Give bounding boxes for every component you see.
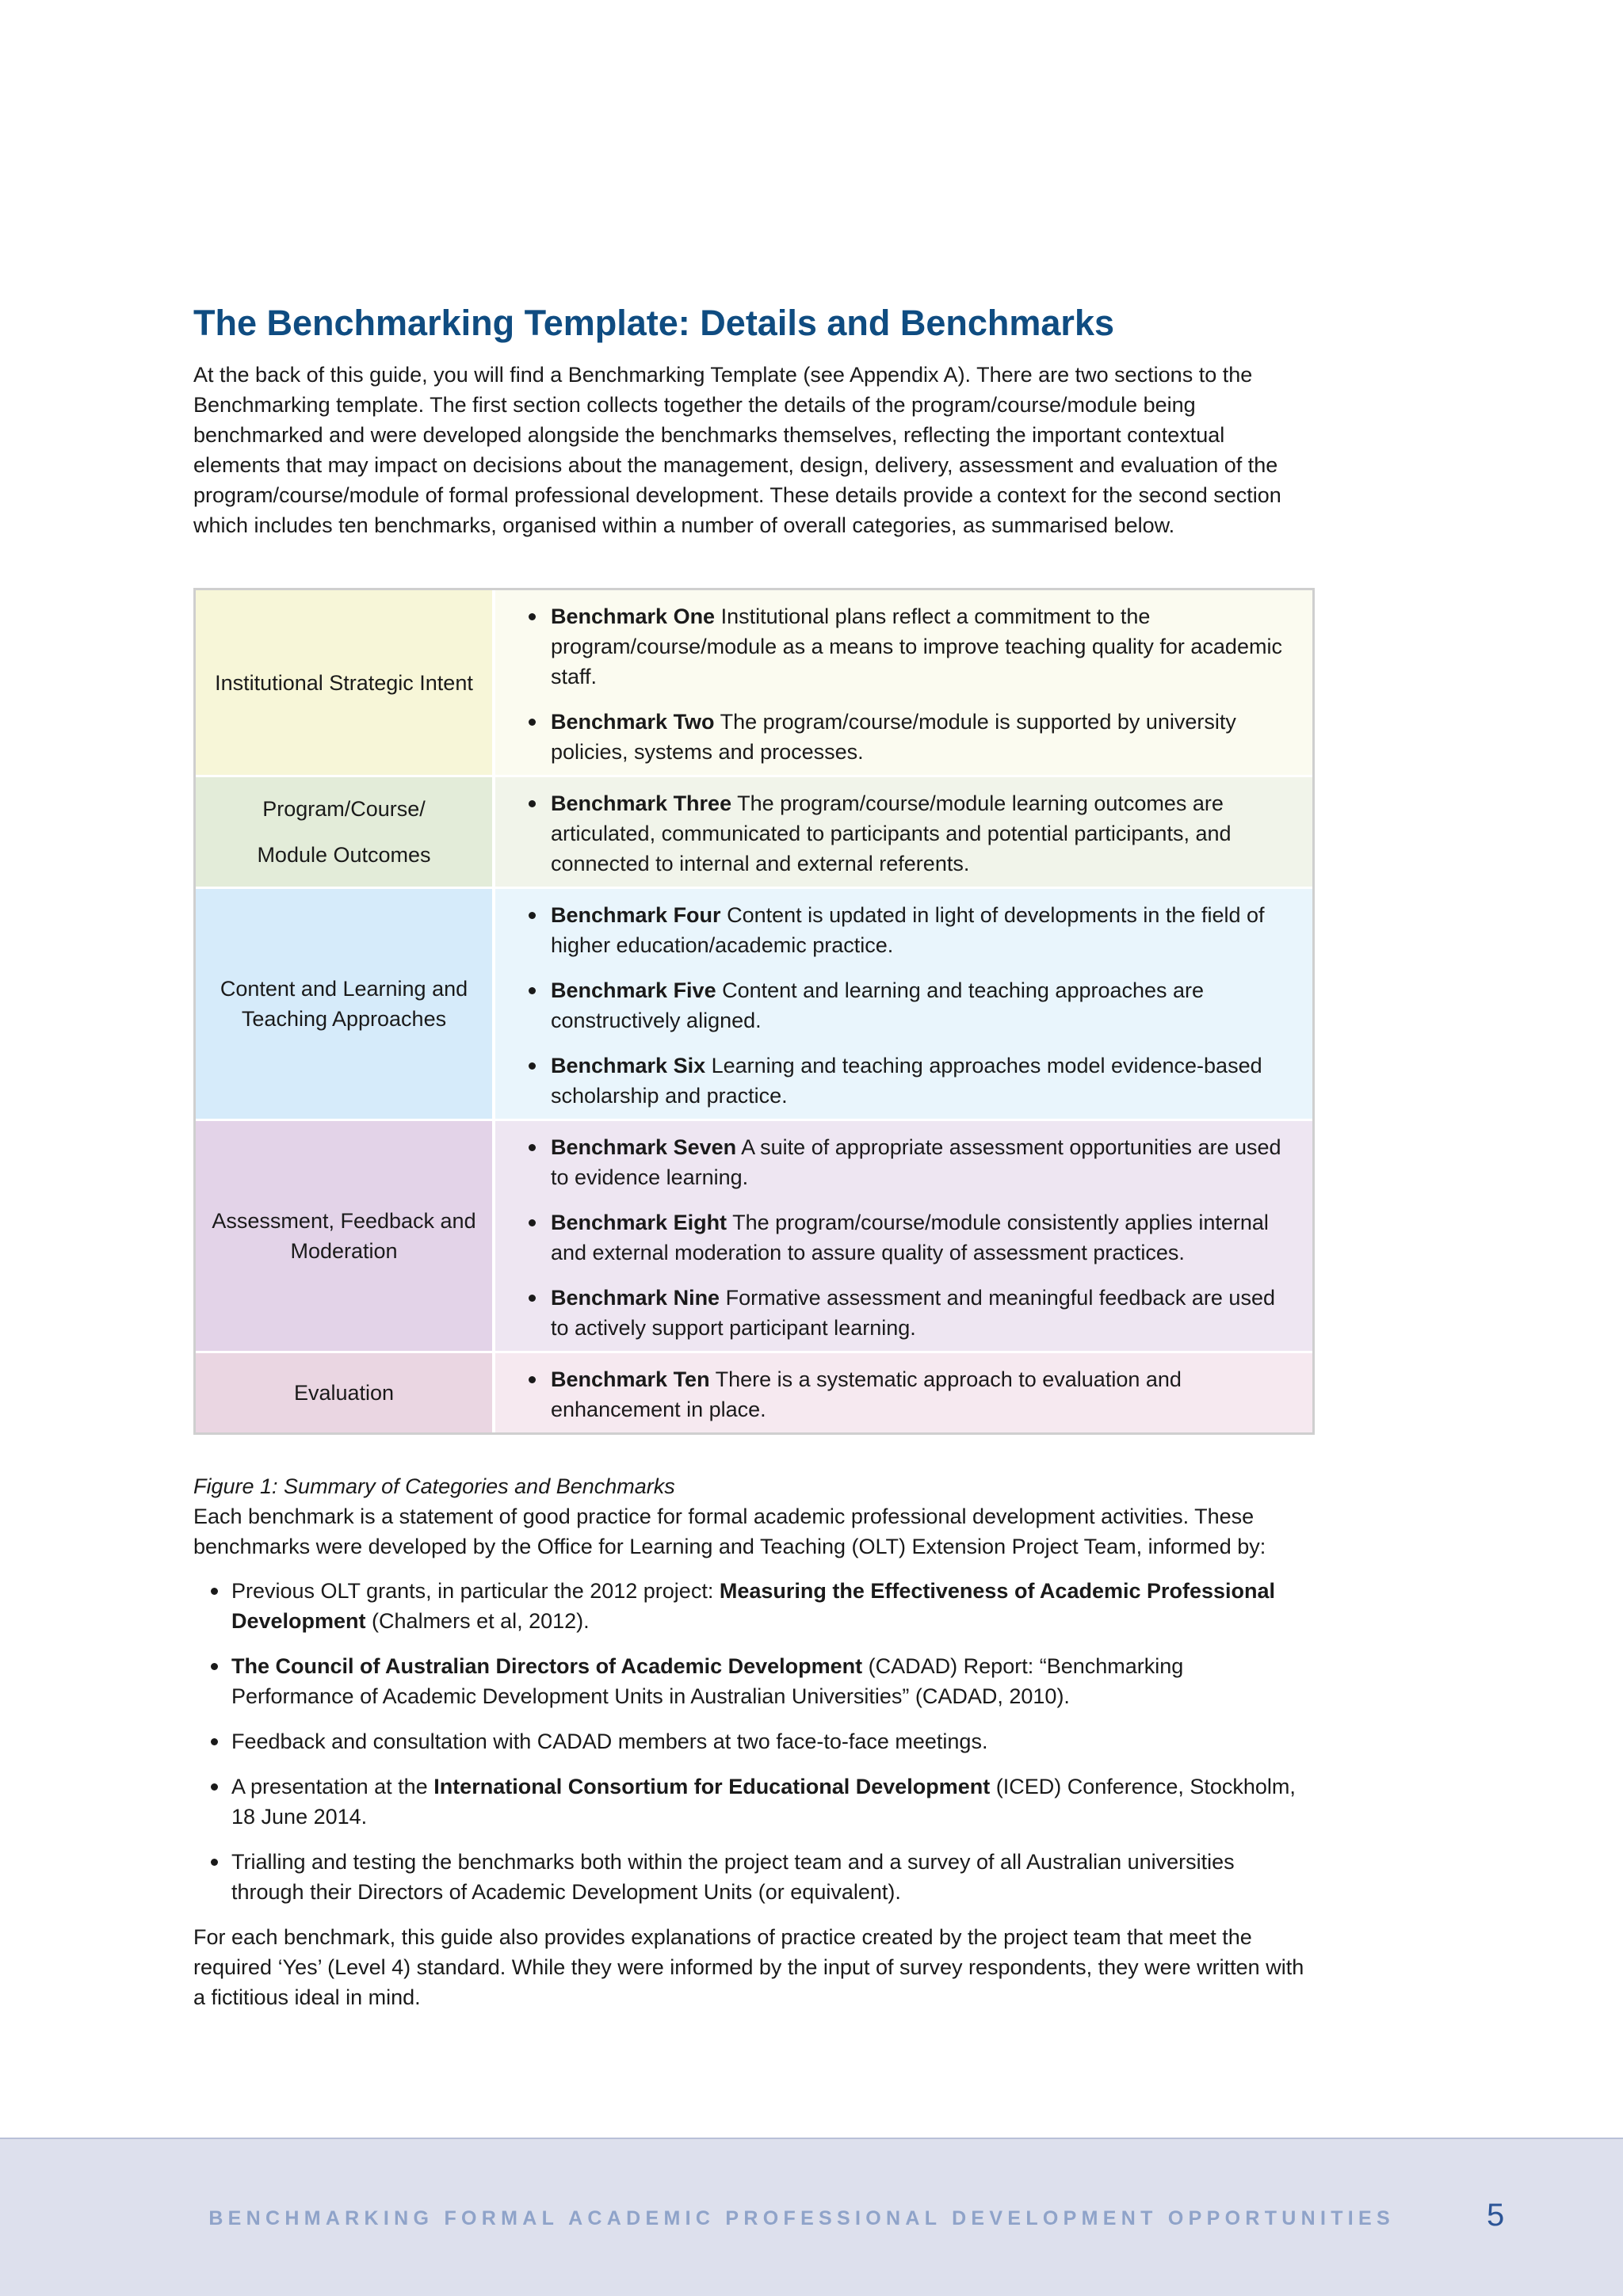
benchmark-text: The program/course/module consistently applies internal and external moderation to assure quality of assessment practices. bbox=[551, 1211, 1269, 1265]
list-item bbox=[193, 1847, 1311, 1907]
benchmark-item bbox=[529, 1364, 1296, 1425]
benchmark-text: A suite of appropriate assessment opportunities are used to evidence learning. bbox=[551, 1135, 1281, 1190]
list-item-text: (Chalmers et al, 2012). bbox=[365, 1609, 590, 1634]
benchmark-name: Benchmark One bbox=[551, 605, 716, 629]
benchmark-name: Benchmark Eight bbox=[551, 1211, 727, 1235]
page-content bbox=[193, 301, 1311, 2012]
benchmark-item bbox=[529, 900, 1296, 960]
table-row bbox=[196, 777, 1312, 889]
list-item-text: Feedback and consultation with CADAD members at two face-to-face meetings. bbox=[231, 1730, 988, 1754]
category-cell bbox=[196, 889, 495, 1119]
list-item bbox=[193, 1726, 1311, 1756]
body-paragraph: Each benchmark is a statement of good practice for formal academic professional development activities. These benchmarks were developed by the Office for Learning and Teaching (OLT) Extension Project Team, informed by: bbox=[193, 1505, 1266, 1559]
page-footer bbox=[0, 2138, 1623, 2296]
benchmark-text: Learning and teaching approaches model evidence-based scholarship and practice. bbox=[551, 1054, 1262, 1108]
category-cell bbox=[196, 590, 495, 775]
category-cell bbox=[196, 1121, 495, 1351]
category-label: Content and Learning and Teaching Approaches bbox=[220, 977, 468, 1032]
benchmark-name: Benchmark Seven bbox=[551, 1135, 737, 1160]
benchmark-item bbox=[529, 707, 1296, 767]
benchmark-name: Benchmark Ten bbox=[551, 1367, 710, 1392]
benchmark-item bbox=[529, 1207, 1296, 1268]
benchmark-text: There is a systematic approach to evaluation and enhancement in place. bbox=[551, 1367, 1182, 1422]
page-number: 5 bbox=[1487, 2198, 1505, 2233]
benchmark-name: Benchmark Nine bbox=[551, 1286, 720, 1310]
list-item-text: A presentation at the bbox=[231, 1775, 434, 1799]
figure-caption: Figure 1: Summary of Categories and Benchmarks bbox=[193, 1474, 675, 1499]
benchmark-name: Benchmark Five bbox=[551, 978, 716, 1003]
category-label: Program/Course/ bbox=[262, 797, 426, 822]
benchmark-name: Benchmark Four bbox=[551, 903, 721, 928]
benchmark-text: Content and learning and teaching approaches are constructively aligned. bbox=[551, 978, 1205, 1033]
table-row bbox=[196, 590, 1312, 777]
category-label: Assessment, Feedback and Moderation bbox=[212, 1209, 476, 1264]
benchmark-text: The program/course/module learning outcomes are articulated, communicated to participants and potential participants, and connected to internal and external referents. bbox=[551, 791, 1232, 876]
table-row bbox=[196, 889, 1312, 1121]
closing-paragraph: For each benchmark, this guide also provides explanations of practice created by the project team that meet the required ‘Yes’ (Level 4) standard. While they were informed by the input of survey respondents, they were written with a fictitious ideal in mind. bbox=[193, 1925, 1304, 2010]
benchmark-text: Content is updated in light of developments in the field of higher education/academic practice. bbox=[551, 903, 1265, 958]
category-label: Institutional Strategic Intent bbox=[215, 670, 473, 695]
list-item-text: Trialling and testing the benchmarks both within the project team and a survey of all Australian universities through their Directors of Academic Development Units (or equivalent). bbox=[231, 1850, 1235, 1905]
footer-title: BENCHMARKING FORMAL ACADEMIC PROFESSIONAL DEVELOPMENT OPPORTUNITIES bbox=[208, 2207, 1395, 2229]
sources-list bbox=[193, 1576, 1311, 1907]
list-item-emphasis: International Consortium for Educational Development bbox=[433, 1775, 991, 1799]
category-label: Evaluation bbox=[293, 1381, 395, 1405]
benchmarks-cell bbox=[495, 777, 1312, 887]
benchmark-summary-table bbox=[193, 588, 1315, 1435]
list-item-emphasis: Measuring the Effectiveness of Academic Professional Development bbox=[231, 1579, 1276, 1634]
benchmark-item bbox=[529, 975, 1296, 1035]
table-row bbox=[196, 1121, 1312, 1353]
benchmark-item bbox=[529, 1132, 1296, 1192]
benchmark-name: Benchmark Two bbox=[551, 710, 715, 734]
list-item bbox=[193, 1651, 1311, 1711]
category-cell bbox=[196, 777, 495, 887]
benchmark-item bbox=[529, 1051, 1296, 1111]
list-item-text: (CADAD) Report: “Benchmarking Performance of Academic Development Units in Australian Universities” (CADAD, 2010). bbox=[231, 1654, 1184, 1709]
benchmarks-cell bbox=[495, 1121, 1312, 1351]
benchmark-text: Institutional plans reflect a commitment to the program/course/module as a means to improve teaching quality for academic staff. bbox=[551, 605, 1282, 689]
benchmark-item bbox=[529, 1283, 1296, 1343]
list-item-text: (ICED) Conference, Stockholm, 18 June 2014. bbox=[231, 1775, 1296, 1829]
intro-paragraph: At the back of this guide, you will find a Benchmarking Template (see Appendix A). There are two sections to the Benchmarking template. The first section collects together the details of the program/course/module being benchmarked and were developed alongside the benchmarks themselves, reflecting the important contextual elements that may impact on decisions about the management, design, delivery, assessment and evaluation of the program/course/module of formal professional development. These details provide a context for the second section which includes ten benchmarks, organised within a number of overall categories, as summarised below. bbox=[193, 363, 1281, 538]
benchmark-text: Formative assessment and meaningful feedback are used to actively support participant learning. bbox=[551, 1286, 1275, 1341]
benchmarks-cell bbox=[495, 889, 1312, 1119]
category-label: Module Outcomes bbox=[257, 843, 431, 868]
benchmark-name: Benchmark Three bbox=[551, 791, 732, 816]
benchmarks-cell bbox=[495, 1353, 1312, 1432]
benchmarks-cell bbox=[495, 590, 1312, 775]
benchmark-item bbox=[529, 601, 1296, 692]
benchmark-item bbox=[529, 788, 1296, 879]
list-item-text: Previous OLT grants, in particular the 2012 project: bbox=[231, 1579, 720, 1604]
list-item bbox=[193, 1772, 1311, 1832]
table-row bbox=[196, 1353, 1312, 1432]
list-item-emphasis: The Council of Australian Directors of Academic Development bbox=[231, 1654, 863, 1679]
page-title: The Benchmarking Template: Details and Benchmarks bbox=[193, 303, 1115, 343]
benchmark-name: Benchmark Six bbox=[551, 1054, 706, 1078]
list-item bbox=[193, 1576, 1311, 1636]
category-cell bbox=[196, 1353, 495, 1432]
benchmark-text: The program/course/module is supported by university policies, systems and processes. bbox=[551, 710, 1236, 765]
